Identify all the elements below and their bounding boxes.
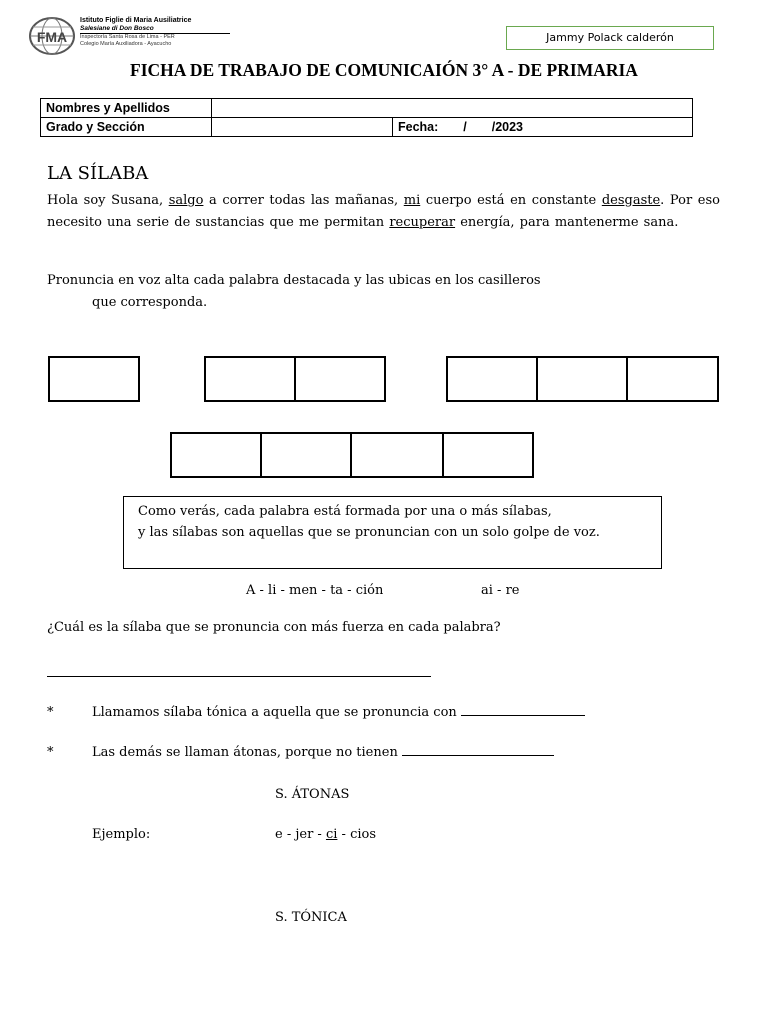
bullet-1-blank[interactable] xyxy=(461,705,585,716)
highlighted-word: desgaste xyxy=(601,193,661,208)
page-title: FICHA DE TRABAJO DE COMUNICAIÓN 3° A - DE PRIMARIA xyxy=(130,60,638,80)
bullet-1 xyxy=(92,705,585,720)
bullet-mark: * xyxy=(47,745,54,760)
bullet-1-text: Llamamos sílaba tónica a aquella que se pronuncia con xyxy=(92,705,457,720)
paragraph-text: . Por eso necesito una serie de sustancias que me permitan xyxy=(47,193,720,230)
atonic-syllables: e - jer - xyxy=(275,827,326,842)
ejemplo-label: Ejemplo: xyxy=(92,827,151,842)
example-word-1: A - li - men - ta - ción xyxy=(246,583,384,598)
story-paragraph xyxy=(47,190,720,234)
syllable-definition-box xyxy=(123,496,662,569)
section-title: LA SÍLABA xyxy=(47,163,149,184)
paragraph-text: cuerpo está en constante xyxy=(420,193,602,208)
tonica-label: S. TÓNICA xyxy=(275,910,347,925)
names-label: Nombres y Apellidos xyxy=(41,99,212,118)
bullet-2-text: Las demás se llaman átonas, porque no tienen xyxy=(92,745,398,760)
table-row xyxy=(41,118,693,137)
date-year: /2023 xyxy=(491,120,523,134)
school-logo xyxy=(28,16,208,58)
grade-field[interactable] xyxy=(212,118,393,137)
date-slash: / xyxy=(463,120,467,134)
syllable-box[interactable] xyxy=(204,356,296,402)
svg-text:FMA: FMA xyxy=(36,29,68,45)
logo-line-4: Colegio María Auxiliadora - Ayacucho xyxy=(80,41,172,47)
logo-line-2: Salesiane di Don Bosco xyxy=(80,25,230,34)
table-row xyxy=(41,99,693,118)
date-label: Fecha: xyxy=(398,120,439,134)
answer-line[interactable] xyxy=(47,676,431,677)
highlighted-word: mi xyxy=(403,193,421,208)
logo-line-3: Inspectoría Santa Rosa de Lima - PER xyxy=(80,34,175,40)
instruction-line-1: Pronuncia en voz alta cada palabra destacada y las ubicas en los casilleros xyxy=(47,273,541,288)
question-text: ¿Cuál es la sílaba que se pronuncia con más fuerza en cada palabra? xyxy=(47,620,501,635)
syllable-box[interactable] xyxy=(350,432,444,478)
note-line-2: y las sílabas son aquellas que se pronuncian con un solo golpe de voz. xyxy=(138,525,600,540)
bullet-2-blank[interactable] xyxy=(402,745,554,756)
paragraph-text: a correr todas las mañanas, xyxy=(203,193,404,208)
paragraph-text: Hola soy Susana, xyxy=(47,193,169,208)
atonic-syllables: - cios xyxy=(337,827,376,842)
highlighted-word: recuperar xyxy=(389,215,456,230)
example-word-2: ai - re xyxy=(481,583,520,598)
syllable-box[interactable] xyxy=(170,432,262,478)
bullet-2 xyxy=(92,745,554,760)
instruction-line-2: que corresponda. xyxy=(92,295,208,310)
grade-label: Grado y Sección xyxy=(41,118,212,137)
highlighted-word: salgo xyxy=(168,193,204,208)
atonas-label: S. ÁTONAS xyxy=(275,787,350,802)
student-name-box: Jammy Polack calderón xyxy=(506,26,714,50)
syllable-box[interactable] xyxy=(536,356,628,402)
syllable-box[interactable] xyxy=(442,432,534,478)
note-line-1: Como verás, cada palabra está formada por una o más sílabas, xyxy=(138,504,552,519)
syllable-box[interactable] xyxy=(446,356,538,402)
logo-line-1: Istituto Figlie di Maria Ausiliatrice xyxy=(80,17,192,24)
globe-logo-icon xyxy=(28,16,76,56)
example-syllables xyxy=(275,827,376,842)
tonic-syllable: ci xyxy=(325,827,338,842)
syllable-box[interactable] xyxy=(48,356,140,402)
syllable-box[interactable] xyxy=(626,356,719,402)
names-field[interactable] xyxy=(212,99,693,118)
syllable-box[interactable] xyxy=(294,356,386,402)
paragraph-text: energía, para mantenerme sana. xyxy=(455,215,679,230)
bullet-mark: * xyxy=(47,705,54,720)
student-info-table xyxy=(40,98,693,137)
syllable-box[interactable] xyxy=(260,432,352,478)
date-cell[interactable] xyxy=(393,118,693,137)
